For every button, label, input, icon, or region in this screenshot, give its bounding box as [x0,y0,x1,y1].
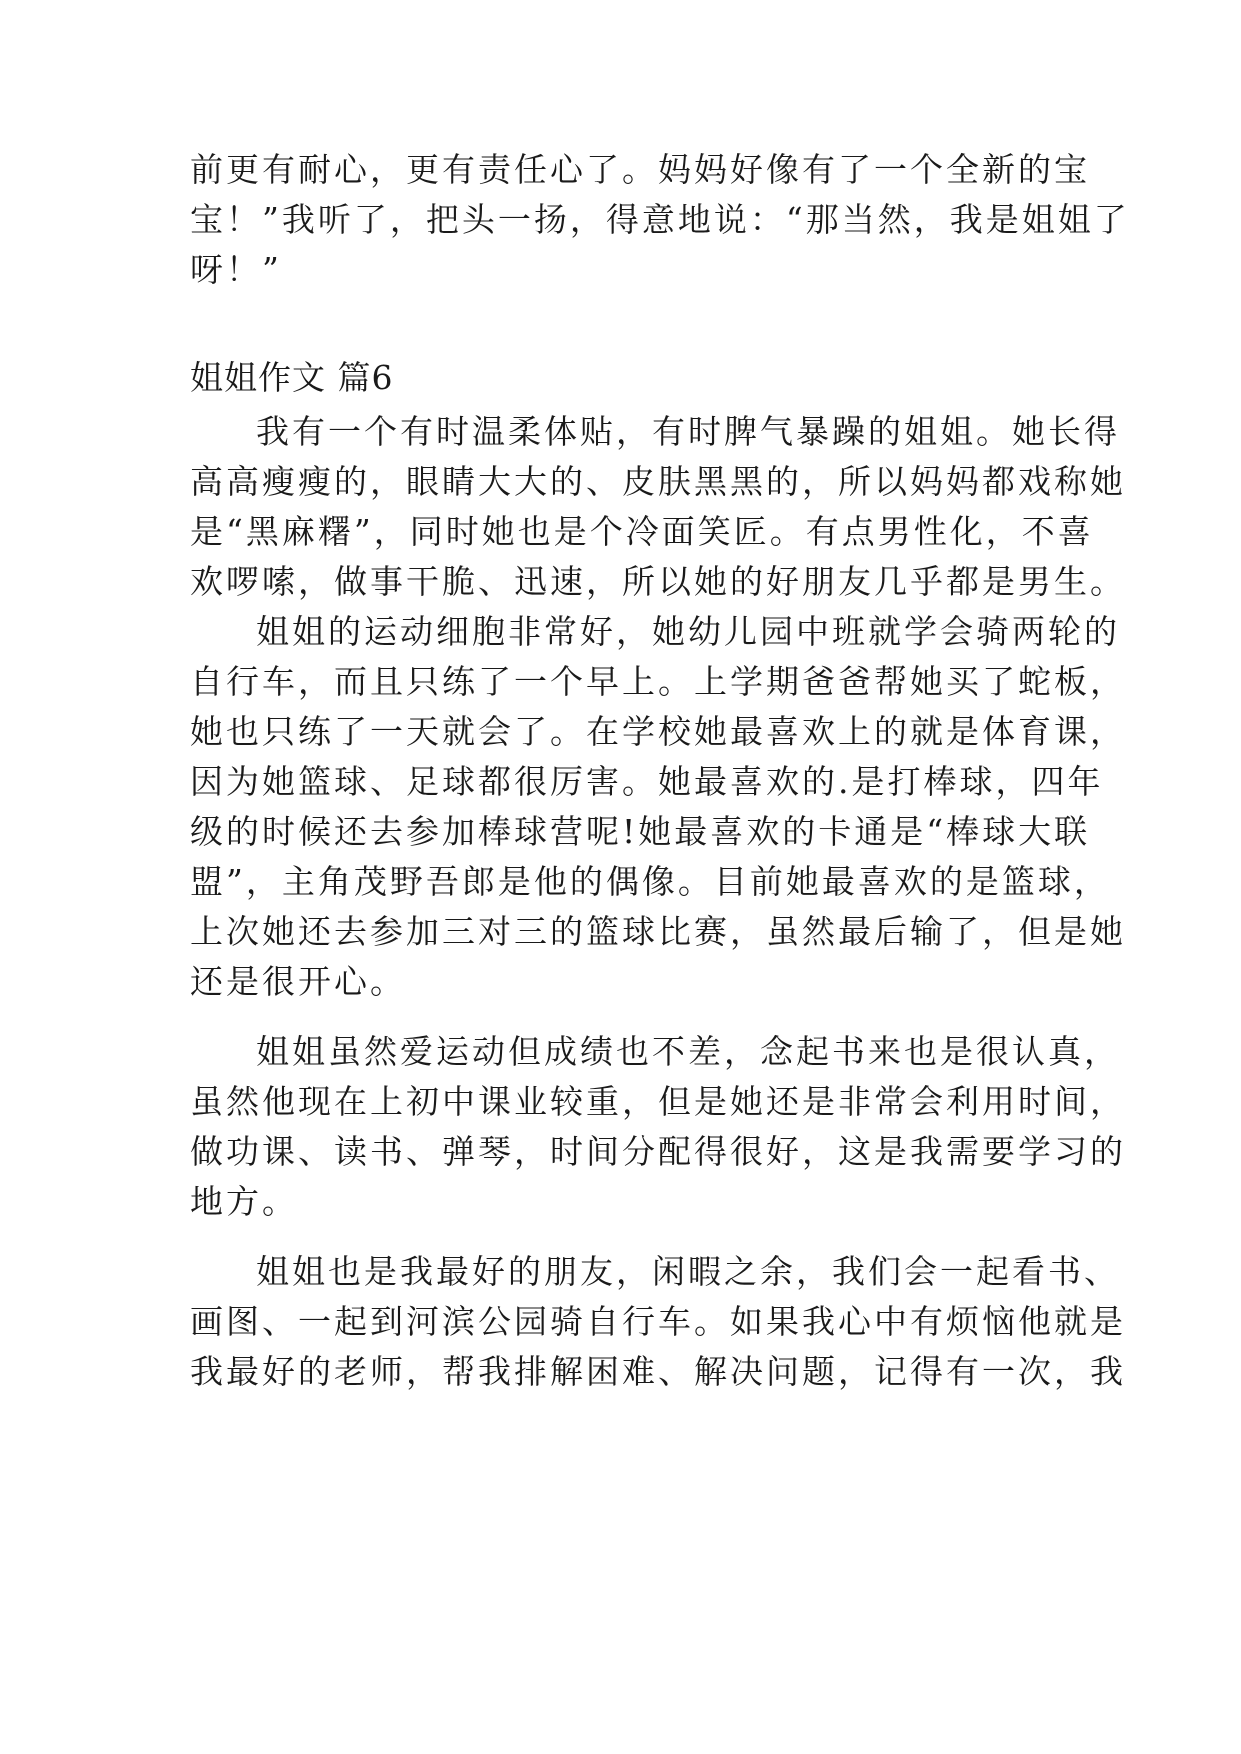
text-line: 她也只练了一天就会了。在学校她最喜欢上的就是体育课， [190,712,1126,751]
text-line: 自行车，而且只练了一个早上。上学期爸爸帮她买了蛇板， [190,662,1126,701]
text-line: 因为她篮球、足球都很厉害。她最喜欢的.是打棒球，四年 [190,762,1104,801]
text-line: 我有一个有时温柔体贴，有时脾气暴躁的姐姐。她长得 [256,412,1120,451]
section-heading: 姐姐作文 篇6 [190,358,394,397]
text-line: 还是很开心。 [190,962,406,1001]
text-line: 盟”，主角茂野吾郎是他的偶像。目前她最喜欢的是篮球， [190,862,1110,901]
text-line: 姐姐虽然爱运动但成绩也不差，念起书来也是很认真， [256,1032,1120,1071]
text-line: 画图、一起到河滨公园骑自行车。如果我心中有烦恼他就是 [190,1302,1126,1341]
text-line: 上次她还去参加三对三的篮球比赛，虽然最后输了，但是她 [190,912,1126,951]
text-line: 姐姐也是我最好的朋友，闲暇之余，我们会一起看书、 [256,1252,1120,1291]
text-line: 姐姐的运动细胞非常好，她幼儿园中班就学会骑两轮的 [256,612,1120,651]
text-line: 是“黑麻糬”，同时她也是个冷面笑匠。有点男性化，不喜 [190,512,1094,551]
text-line: 欢啰嗦，做事干脆、迅速，所以她的好朋友几乎都是男生。 [190,562,1126,601]
text-line: 呀！” [190,250,282,289]
text-line: 级的时候还去参加棒球营呢!她最喜欢的卡通是“棒球大联 [190,812,1091,851]
text-line: 做功课、读书、弹琴，时间分配得很好，这是我需要学习的 [190,1132,1126,1171]
text-line: 高高瘦瘦的，眼睛大大的、皮肤黑黑的，所以妈妈都戏称她 [190,462,1126,501]
text-line: 虽然他现在上初中课业较重，但是她还是非常会利用时间， [190,1082,1126,1121]
text-line: 我最好的老师，帮我排解困难、解决问题，记得有一次，我 [190,1352,1126,1391]
text-line: 宝！”我听了，把头一扬，得意地说：“那当然，我是姐姐了 [190,200,1130,239]
text-line: 地方。 [190,1182,298,1221]
text-line: 前更有耐心，更有责任心了。妈妈好像有了一个全新的宝 [190,150,1090,189]
